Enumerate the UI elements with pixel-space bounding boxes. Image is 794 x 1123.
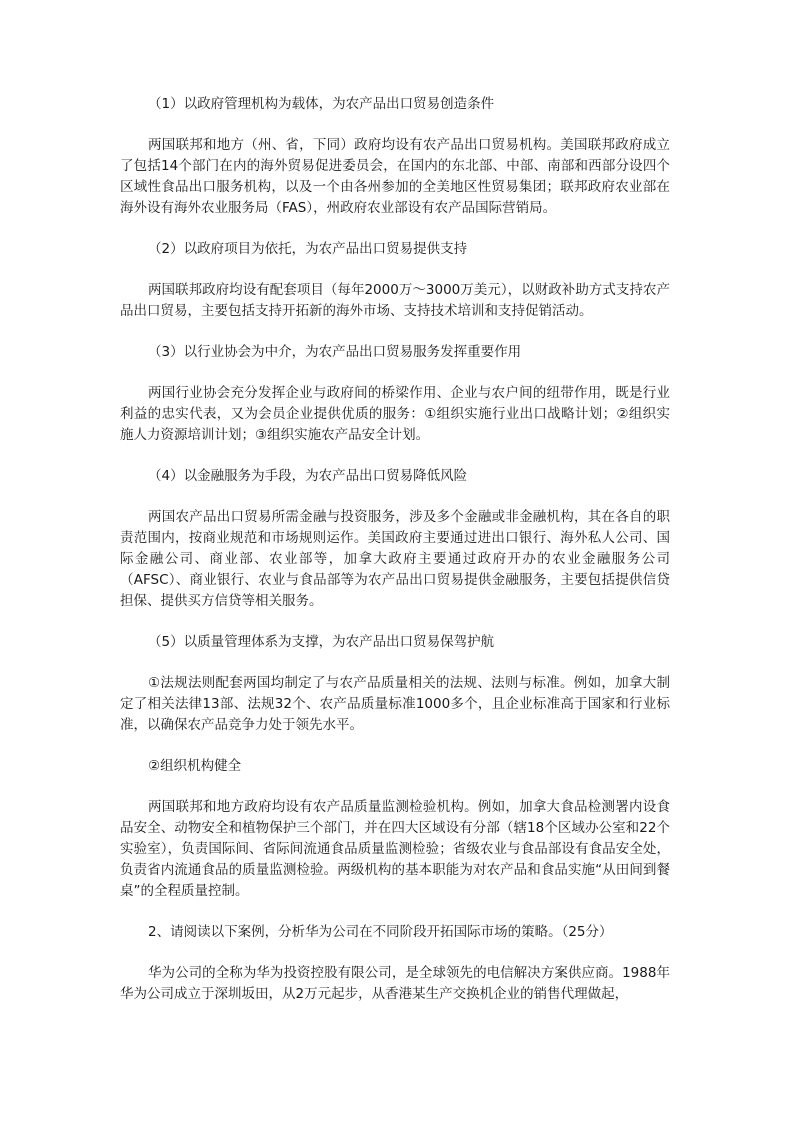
document-body <box>120 94 670 1025</box>
section-heading-3: （3）以行业协会为中介，为农产品出口贸易服务发挥重要作用 <box>148 344 522 360</box>
section-paragraph-5: ①法规法则配套两国均制定了与农产品质量相关的法规、法则与标准。例如，加拿大制定了相关法律13部、法规32个、农产品质量标准1000多个，且企业标准高于国家和行业标准，以确保农产品竞争力处于领先水平。 <box>120 675 670 733</box>
question-heading-2: 2、请阅读以下案例，分析华为公司在不同阶段开拓国际市场的策略。（25分） <box>148 924 613 940</box>
section-paragraph-1: 两国联邦和地方（州、省，下同）政府均设有农产品出口贸易机构。美国联邦政府成立了包括14个部门在内的海外贸易促进委员会，在国内的东北部、中部、南部和西部分设四个区域性食品出口服务机构，以及一个由各州参加的全美地区性贸易集团；联邦政府农业部在海外设有海外农业服务局（FAS），州政府农业部设有农产品国际营销局。 <box>120 137 670 216</box>
subsection-paragraph-organization: 两国联邦和地方政府均设有农产品质量监测检验机构。例如，加拿大食品检测署内设食品安全、动物安全和植物保护三个部门，并在四大区域设有分部（辖18个区域办公室和22个实验室），负责国际间、省际间流通食品质量监测检验；省级农业与食品部设有食品安全处，负责省内流通食品的质量监测检验。两级机构的基本职能为对农产品和食品实施“从田间到餐桌”的全程质量控制。 <box>120 799 670 899</box>
case-paragraph-huawei: 华为公司的全称为华为投资控股有限公司，是全球领先的电信解决方案供应商。1988年华为公司成立于深圳坂田，从2万元起步，从香港某生产交换机企业的销售代理做起， <box>120 965 670 1002</box>
section-heading-2: （2）以政府项目为依托，为农产品出口贸易提供支持 <box>148 241 468 257</box>
section-paragraph-2: 两国联邦政府均设有配套项目（每年2000万～3000万美元），以财政补助方式支持农产品出口贸易，主要包括支持开拓新的海外市场、支持技术培训和支持促销活动。 <box>120 282 670 319</box>
subsection-heading-organization: ②组织机构健全 <box>148 758 242 774</box>
section-heading-4: （4）以金融服务为手段，为农产品出口贸易降低风险 <box>148 468 468 484</box>
section-paragraph-4: 两国农产品出口贸易所需金融与投资服务，涉及多个金融或非金融机构，其在各自的职责范围内，按商业规范和市场规则运作。美国政府主要通过进出口银行、海外私人公司、国际金融公司、商业部、农业部等，加拿大政府主要通过政府开办的农业金融服务公司（AFSC）、商业银行、农业与食品部等为农产品出口贸易提供金融服务，主要包括提供信贷担保、提供买方信贷等相关服务。 <box>120 509 670 609</box>
section-heading-1: （1）以政府管理机构为载体，为农产品出口贸易创造条件 <box>148 96 495 112</box>
section-paragraph-3: 两国行业协会充分发挥企业与政府间的桥梁作用、企业与农户间的纽带作用，既是行业利益的忠实代表，又为会员企业提供优质的服务：①组织实施行业出口战略计划；②组织实施人力资源培训计划；③组织实施农产品安全计划。 <box>120 385 670 443</box>
section-heading-5: （5）以质量管理体系为支撑，为农产品出口贸易保驾护航 <box>148 634 495 650</box>
